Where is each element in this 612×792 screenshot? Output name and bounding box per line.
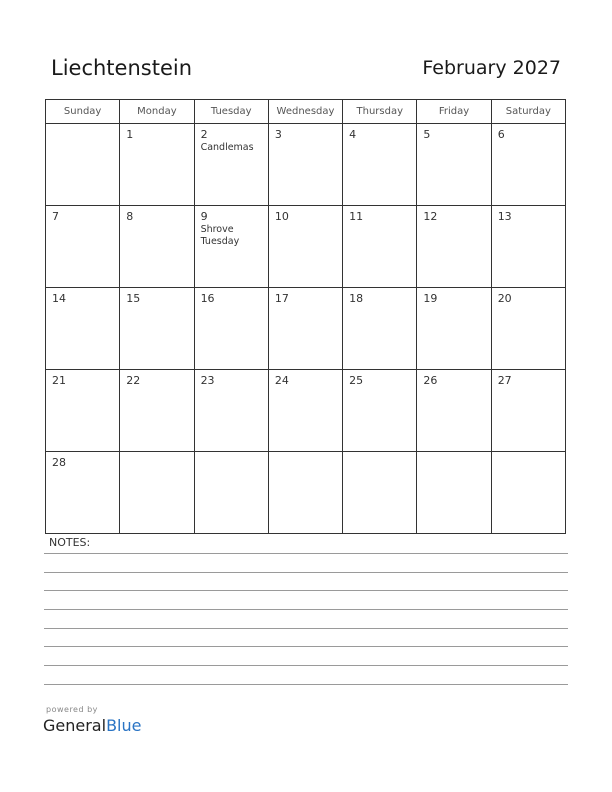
day-cell — [194, 452, 268, 534]
weekday-header-row — [46, 100, 566, 124]
weekday-header: Saturday — [491, 100, 565, 124]
day-cell — [268, 370, 342, 452]
day-cell — [194, 206, 268, 288]
day-number: 18 — [349, 292, 364, 305]
day-number: 23 — [200, 374, 215, 387]
country-title: Liechtenstein — [51, 56, 193, 80]
day-number: 5 — [423, 128, 431, 141]
day-cell — [46, 452, 120, 534]
brand-general: General — [43, 716, 107, 735]
day-cell — [417, 124, 491, 206]
day-cell — [194, 288, 268, 370]
day-number: 11 — [349, 210, 364, 223]
day-number: 15 — [126, 292, 141, 305]
weekday-header: Friday — [417, 100, 491, 124]
week-row — [46, 288, 566, 370]
day-number: 26 — [423, 374, 438, 387]
weekday-header: Thursday — [343, 100, 417, 124]
day-cell — [343, 288, 417, 370]
day-number: 27 — [497, 374, 512, 387]
day-cell — [268, 124, 342, 206]
day-cell — [120, 288, 194, 370]
day-cell — [120, 206, 194, 288]
day-number: 14 — [52, 292, 66, 305]
day-number: 9 — [200, 210, 208, 223]
day-number: 13 — [497, 210, 512, 223]
notes-line — [44, 684, 568, 685]
day-number: 24 — [274, 374, 289, 387]
day-cell — [46, 288, 120, 370]
day-number: 25 — [349, 374, 364, 387]
day-cell — [268, 206, 342, 288]
day-cell — [268, 288, 342, 370]
day-cell — [194, 370, 268, 452]
day-number: 7 — [52, 210, 59, 223]
day-cell — [46, 124, 120, 206]
weekday-header: Tuesday — [194, 100, 268, 124]
day-cell — [268, 452, 342, 534]
day-cell — [120, 452, 194, 534]
day-number: 8 — [126, 210, 134, 223]
event-label: Shrove Tuesday — [200, 224, 240, 247]
weekday-header: Wednesday — [268, 100, 342, 124]
notes-line — [44, 553, 568, 554]
day-number: 2 — [200, 128, 208, 141]
day-number: 17 — [274, 292, 289, 305]
day-number: 3 — [274, 128, 282, 141]
day-cell — [343, 206, 417, 288]
notes-label: NOTES: — [49, 536, 91, 549]
calendar-grid — [45, 99, 566, 534]
week-row — [46, 370, 566, 452]
day-number: 10 — [274, 210, 289, 223]
day-cell — [46, 206, 120, 288]
day-number: 28 — [52, 456, 66, 469]
brand-blue: Blue — [106, 716, 142, 735]
day-cell — [194, 124, 268, 206]
weekday-header: Monday — [120, 100, 194, 124]
day-cell — [491, 452, 565, 534]
week-row — [46, 206, 566, 288]
notes-line — [44, 609, 568, 610]
day-number: 6 — [497, 128, 505, 141]
day-cell — [491, 370, 565, 452]
notes-line — [44, 646, 568, 647]
notes-line — [44, 590, 568, 591]
day-cell — [46, 370, 120, 452]
powered-by-text: powered by — [46, 705, 98, 714]
day-number: 20 — [497, 292, 512, 305]
day-number: 12 — [423, 210, 438, 223]
day-number: 1 — [126, 128, 134, 141]
day-cell — [491, 206, 565, 288]
day-cell — [417, 288, 491, 370]
event-label: Candlemas — [200, 142, 254, 153]
week-row — [46, 452, 566, 534]
brand-logo — [43, 716, 141, 735]
notes-line — [44, 665, 568, 666]
weekday-header: Sunday — [46, 100, 120, 124]
day-cell — [343, 124, 417, 206]
day-cell — [491, 124, 565, 206]
day-cell — [343, 370, 417, 452]
month-title: February 2027 — [422, 57, 561, 79]
day-number: 22 — [126, 374, 141, 387]
day-number: 19 — [423, 292, 438, 305]
day-cell — [417, 206, 491, 288]
day-number: 4 — [349, 128, 357, 141]
day-cell — [120, 124, 194, 206]
day-number: 16 — [200, 292, 215, 305]
notes-line — [44, 572, 568, 573]
day-cell — [491, 288, 565, 370]
day-cell — [343, 452, 417, 534]
day-cell — [120, 370, 194, 452]
day-cell — [417, 452, 491, 534]
day-cell — [417, 370, 491, 452]
notes-line — [44, 628, 568, 629]
week-row — [46, 124, 566, 206]
day-number: 21 — [52, 374, 66, 387]
